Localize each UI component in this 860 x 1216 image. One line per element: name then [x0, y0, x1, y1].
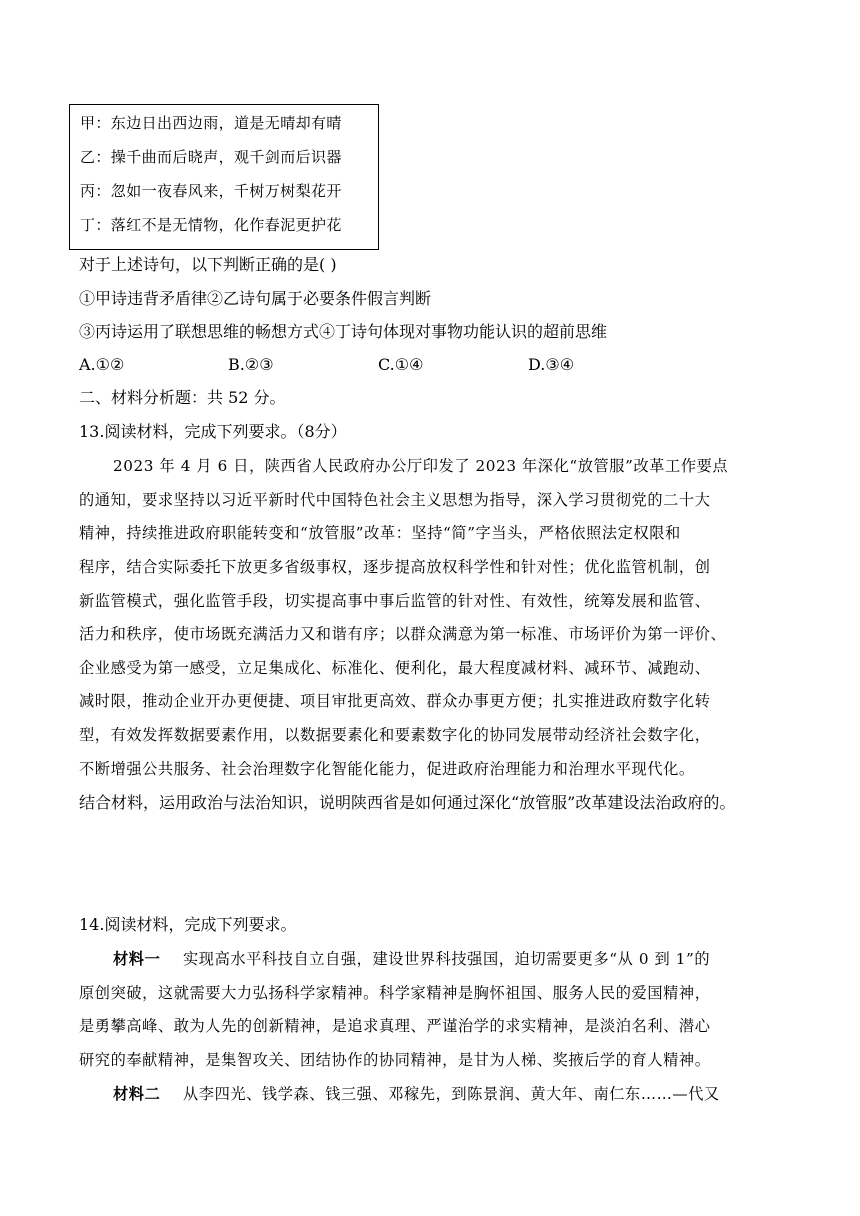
question13-material-line: 2023 年 4 月 6 日，陕西省人民政府办公厅印发了 2023 年深化“放管服”改革工作要点: [113, 457, 729, 475]
question13-requirement: 结合材料，运用政治与法治知识，说明陕西省是如何通过深化“放管服”改革建设法治政府的。: [79, 793, 736, 812]
option-d: D.③④: [528, 355, 575, 374]
question13-material-line: 减时限，推动企业开办更便捷、项目审批更高效、群众办事更方便；扎实推进政府数字化转: [79, 692, 711, 710]
question12-statement2: ③丙诗运用了联想思维的畅想方式④丁诗句体现对事物功能认识的超前思维: [79, 322, 608, 341]
option-a: A.①②: [79, 355, 125, 374]
question13-material-line: 的通知，要求坚持以习近平新时代中国特色社会主义思想为指导，深入学习贯彻党的二十大: [79, 491, 711, 509]
material1-line: 是勇攀高峰、敢为人先的创新精神，是追求真理、严谨治学的求实精神，是淡泊名利、潜心: [79, 1017, 711, 1035]
poem-yi: 乙：操千曲而后晓声，观千剑而后识器: [80, 148, 342, 166]
material1-line: 研究的奉献精神，是集智攻关、团结协作的协同精神，是甘为人梯、奖掖后学的育人精神。: [79, 1051, 711, 1069]
material1-line: 原创突破，这就需要大力弘扬科学家精神。科学家精神是胸怀祖国、服务人民的爱国精神，: [79, 984, 711, 1002]
material1-first-line: 实现高水平科技自立自强，建设世界科技强国，迫切需要更多“从 0 到 1”的: [183, 950, 711, 968]
question13-material-line: 企业感受为第一感受，立足集成化、标准化、便利化，最大程度减材料、减环节、减跑动、: [79, 659, 711, 677]
question14-heading: 14.阅读材料，完成下列要求。: [79, 915, 297, 934]
option-c: C.①④: [378, 355, 424, 374]
poem-bing: 丙：忽如一夜春风来，千树万树梨花开: [80, 182, 342, 200]
poem-jia: 甲：东边日出西边雨，道是无晴却有晴: [80, 114, 342, 132]
material2-first-line: 从李四光、钱学森、钱三强、邓稼先，到陈景润、黄大年、南仁东……—代又: [183, 1085, 720, 1103]
question13-material-line: 程序，结合实际委托下放更多省级事权，逐步提高放权科学性和针对性；优化监管机制，创: [79, 558, 711, 576]
question13-material-line: 型，有效发挥数据要素作用，以数据要素化和要素数字化的协同发展带动经济社会数字化，: [79, 726, 711, 744]
poem-ding: 丁：落红不是无情物，化作春泥更护花: [80, 216, 342, 234]
option-b: B.②③: [228, 355, 274, 374]
question13-material-line: 不断增强公共服务、社会治理数字化智能化能力，促进政府治理能力和治理水平现代化。: [79, 760, 695, 778]
question13-heading: 13.阅读材料，完成下列要求。（8分）: [79, 422, 347, 441]
question13-material-line: 活力和秩序，使市场既充满活力又和谐有序；以群众满意为第一标准、市场评价为第一评价、: [79, 625, 727, 643]
poem-box: [69, 104, 379, 250]
question13-material-line: 新监管模式，强化监管手段，切实提高事中事后监管的针对性、有效性，统筹发展和监管、: [79, 592, 711, 610]
question12-statement1: ①甲诗违背矛盾律②乙诗句属于必要条件假言判断: [79, 289, 432, 308]
section2-heading: 二、材料分析题：共 52 分。: [79, 388, 286, 407]
material1-label: 材料一: [113, 950, 161, 968]
question13-material-line: 精神，持续推进政府职能转变和“放管服”改革：坚持“简”字当头，严格依照法定权限和: [79, 524, 681, 542]
material2-label: 材料二: [113, 1085, 161, 1103]
question12-stem: 对于上述诗句，以下判断正确的是( ): [79, 255, 337, 274]
